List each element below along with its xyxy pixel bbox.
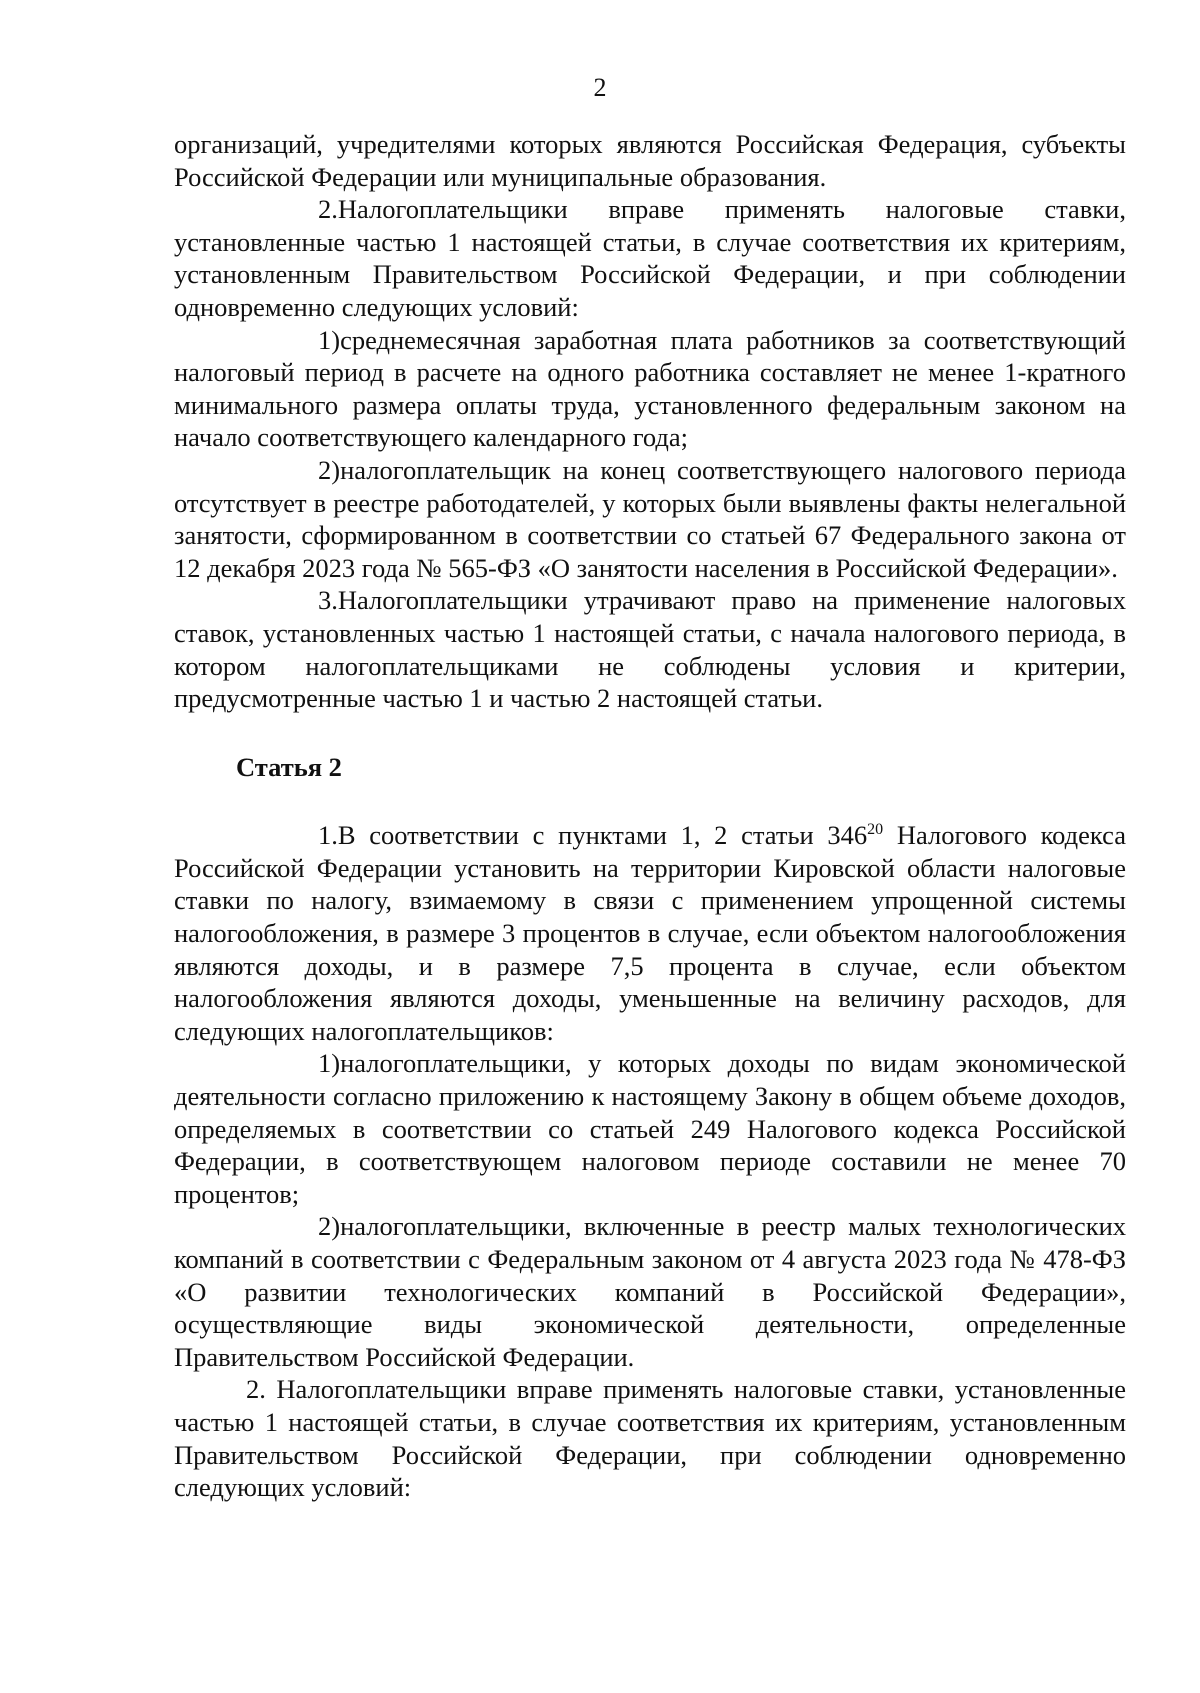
article2-list-item-2 xyxy=(174,1210,1126,1373)
list-item-condition-1 xyxy=(174,324,1126,454)
list-item-text: налогоплательщики, включенные в реестр малых технологических компаний в соответствии с Федеральным законом от 4 августа 2023 года № 478-ФЗ «О развитии технологических компаний в Российской Федерации», осуществляющие виды экономической деятельности, определенные Правительством Российской Федерации. xyxy=(174,1211,1126,1372)
paragraph-number: 2. xyxy=(318,194,338,225)
paragraph-text: Налогоплательщики вправе применять налоговые ставки, установленные частью 1 настоящей статьи, в случае соответствия их критериям, установленным Правительством Российской Федерации, и при соблюдении одновременно следующих условий: xyxy=(174,194,1126,322)
list-item-text: налогоплательщик на конец соответствующего налогового периода отсутствует в реестре работодателей, у которых были выявлены факты нелегальной занятости, сформированном в соответствии со статьей 67 Федерального закона от 12 декабря 2023 года № 565-ФЗ «О занятости населения в Российской Федерации». xyxy=(174,454,1126,583)
list-item-number: 1) xyxy=(318,1048,341,1079)
list-item-condition-2 xyxy=(174,454,1126,584)
paragraph-number: 3. xyxy=(318,585,338,616)
list-item-number: 2) xyxy=(318,454,341,485)
paragraph-text: Налогоплательщики вправе применять налоговые ставки, установленные частью 1 настоящей статьи, в случае соответствия их критериям, установленным Правительством Российской Федерации, при соблюдении одновременно следующих условий: xyxy=(174,1374,1126,1503)
paragraph-text: Налогоплательщики утрачивают право на применение налоговых ставок, установленных частью 1 настоящей статьи, с начала налогового периода, в котором налогоплательщиками не соблюдены условия и критерии, предусмотренные частью 1 и частью 2 настоящей статьи. xyxy=(174,585,1126,714)
paragraph-number: 1. xyxy=(318,820,338,851)
article2-paragraph-2 xyxy=(174,1373,1126,1503)
list-item-number: 2) xyxy=(318,1211,341,1242)
paragraph-text-end: Налогового кодекса Российской Федерации установить на территории Кировской области налоговые ставки по налогу, взимаемому в связи с применением упрощенной системы налогообложения, в размере 3 процентов в случае, если объектом налогообложения являются доходы, и в размере 7,5 процента в случае, если объектом налогообложения являются доходы, уменьшенные на величину расходов, для следующих налогоплательщиков: xyxy=(174,820,1126,1046)
list-item-text: налогоплательщики, у которых доходы по видам экономической деятельности согласно приложению к настоящему Закону в общем объеме доходов, определяемых в соответствии со статьей 249 Налогового кодекса Российской Федерации, в соответствующем налоговом периоде составили не менее 70 процентов; xyxy=(174,1048,1126,1209)
list-item-number: 1) xyxy=(318,324,341,355)
paragraph-continuation xyxy=(174,128,1126,193)
paragraph-part-2 xyxy=(174,193,1126,323)
article2-list-item-1 xyxy=(174,1047,1126,1210)
list-item-text: среднемесячная заработная плата работников за соответствующий налоговый период в расчете на одного работника составляет не менее 1-кратного минимального размера оплаты труда, установленного федеральным законом на начало соответствующего календарного года; xyxy=(174,324,1126,453)
superscript-index: 20 xyxy=(867,821,884,839)
paragraph-text-start: В соответствии с пунктами 1, 2 статьи 346 xyxy=(337,820,868,851)
paragraph-text: организаций, учредителями которых являются Российская Федерация, субъекты Российской Федерации или муниципальные образования. xyxy=(174,129,1126,192)
paragraph-part-3 xyxy=(174,584,1126,714)
page-number: 2 xyxy=(593,73,607,102)
article-heading: Статья 2 xyxy=(236,751,342,782)
paragraph-number: 2. xyxy=(246,1374,266,1405)
article2-paragraph-1 xyxy=(174,819,1126,1047)
document-body xyxy=(174,128,1126,1504)
